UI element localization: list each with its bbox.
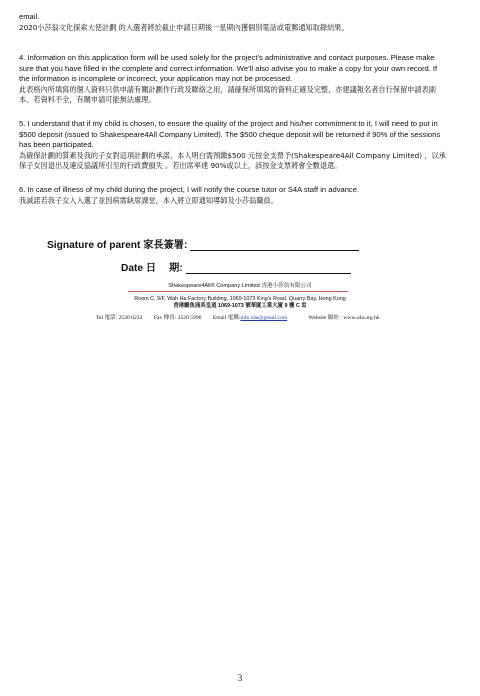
- contact-email-group: [213, 315, 297, 321]
- parent-signature-row: [47, 236, 359, 251]
- clause-5-en: 5. I understand that if my child is chosen, to ensure the quality of the project and his/her commitment to it, I will need to put in $500 deposit (issued to Shakespeare4All Company Limited). The $500 cheque deposit will be returned if 90% of the sessions has been participated.: [19, 119, 441, 150]
- contact-email-link[interactable]: info.s4a@gmail.com: [240, 315, 288, 321]
- page-number: 3: [237, 673, 243, 683]
- parent-signature-label: Signature of parent 家長簽署:: [47, 240, 188, 251]
- contact-row: [96, 313, 390, 321]
- clause-4-en: 4. Information on this application form will be used solely for the project’s administrative and contact purposes. Please make sure that you have filled in the complete and correct information. We’ll also advise you to make a copy for your own record. If the information is incomplete or incorrect, your application may not be processed.: [19, 53, 438, 84]
- address-block: [0, 296, 480, 311]
- clause-6-en: 6. In case of illness of my child during the project, I will notify the course tutor or S4A staff in advance.: [19, 185, 360, 194]
- intro-note: [19, 12, 449, 33]
- date-line[interactable]: [186, 263, 351, 274]
- contact-tel: Tel 電話: 2520 6232: [96, 315, 143, 321]
- address-zh: 香港鰂魚涌英皇道 1069-1073 號華廈工業大廈 9 樓 C 室: [173, 303, 307, 310]
- date-label: Date 日 期:: [121, 263, 183, 274]
- intro-line-zh: 2020小莎翁文化探索大使計劃 的入選者將於截止申請日期後一星期內獲個別電話或電郵通知取錄結果。: [19, 22, 349, 32]
- clause-6: [19, 185, 449, 206]
- company-name: Shakespeare4All® Company Limited 香港小莎翁有限公司: [168, 283, 312, 289]
- parent-signature-line[interactable]: [190, 240, 359, 251]
- contact-email-label: Email 電郵:: [212, 315, 241, 321]
- address-en: Room C, 9/F, Wah Ha Factory Building, 1069-1073 King’s Road, Quarry Bay, Hong Kong: [134, 296, 346, 302]
- clause-4-zh: 此表格內所填寫的個人資料只供申請有關計劃作行政及聯絡之用，請確保所填寫的資料正確及完整，亦建議報名者自行保留申請表副本。若資料不全，有關申請可能無法處理。: [19, 84, 436, 105]
- footer-divider: [128, 291, 348, 292]
- date-row: [121, 259, 351, 274]
- clause-5-zh: 為確保計劃的質素及我的子女對這項計劃的承諾，本人明白需預繳$500 元按金支票予(Shakespeare4All Company Limited) ，以承保子女因退出及違反協議所引至的行政費損失 。若出席率達 90%或以上，該按金支票將會全數退還。: [19, 150, 446, 171]
- clause-6-zh: 我誠諾若我子女入入選了並因病需缺席課堂，本入將立即通知導師及小莎翁職員。: [19, 195, 278, 205]
- clause-5: [19, 119, 449, 172]
- intro-line-en: email.: [19, 12, 40, 21]
- clause-4: [19, 53, 449, 106]
- contact-fax: Fax 傳真: 2520 5996: [153, 315, 202, 321]
- contact-website: Website 網址 : www.s4a.org.hk: [308, 315, 380, 321]
